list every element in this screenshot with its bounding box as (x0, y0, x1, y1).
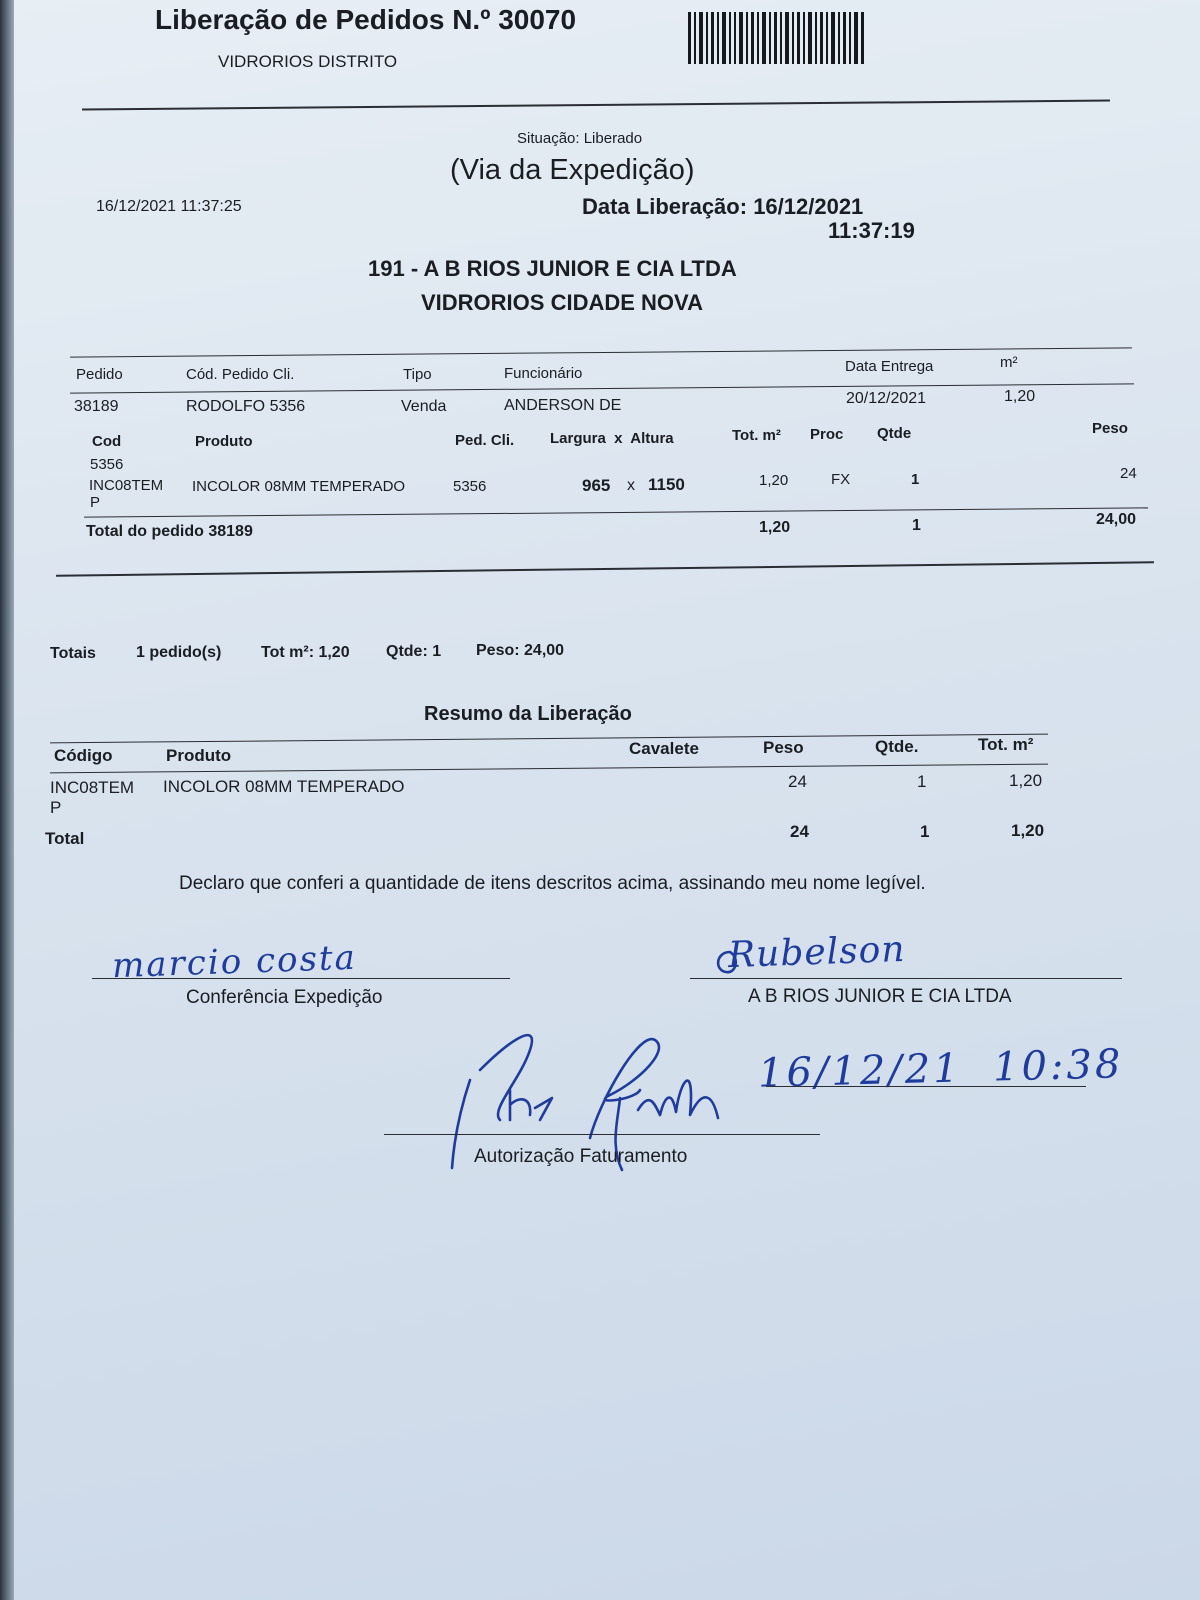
item-ped-cli: 5356 (453, 478, 487, 495)
item-tot-m2: 1,20 (759, 472, 789, 489)
item-proc: FX (831, 471, 851, 488)
item-cod-line1: 5356 (90, 456, 124, 473)
value-cod-pedido-cli: RODOLFO 5356 (186, 398, 306, 415)
value-tipo: Venda (401, 398, 447, 415)
order-total-label: Total do pedido 38189 (86, 523, 253, 540)
order-header-line (70, 383, 1134, 393)
declaration-text: Declaro que conferi a quantidade de itens descritos acima, assinando meu nome legível. (179, 873, 926, 894)
conferencia-label: Conferência Expedição (186, 987, 383, 1008)
value-funcionario: ANDERSON DE (504, 397, 622, 414)
value-pedido: 38189 (74, 398, 119, 415)
resumo-header-produto: Produto (166, 746, 232, 765)
print-datetime: 16/12/2021 11:37:25 (96, 198, 242, 215)
totals-qtde: Qtde: 1 (386, 643, 442, 660)
items-header-ped-cli: Ped. Cli. (455, 432, 515, 449)
resumo-total-label: Total (45, 829, 85, 848)
resumo-header-qtde: Qtde. (875, 737, 919, 756)
items-header-produto: Produto (195, 433, 253, 450)
value-data-entrega: 20/12/2021 (846, 390, 927, 407)
order-total-qtde: 1 (912, 517, 921, 534)
resumo-header-peso: Peso (763, 738, 804, 757)
client-handwriting: Rubelson (727, 928, 907, 977)
header-divider (82, 100, 1110, 111)
resumo-header-cavalete: Cavalete (629, 739, 699, 758)
label-data-entrega: Data Entrega (845, 358, 934, 375)
date-handwriting: 16/12/21 10:38 (757, 1041, 1124, 1097)
item-largura: 965 (582, 476, 611, 495)
order-top-line (70, 347, 1132, 357)
items-header-peso: Peso (1092, 420, 1128, 437)
item-altura: 1150 (648, 475, 685, 494)
item-peso: 24 (1120, 465, 1137, 482)
data-liberacao-date: 16/12/2021 (753, 194, 864, 219)
order-total-line (84, 507, 1148, 517)
items-header-proc: Proc (810, 426, 844, 443)
label-tipo: Tipo (403, 366, 432, 383)
items-header-cod: Cod (92, 433, 122, 450)
resumo-row-tot-m2: 1,20 (1009, 771, 1043, 790)
client-label: A B RIOS JUNIOR E CIA LTDA (748, 986, 1012, 1007)
order-total-peso: 24,00 (1096, 511, 1137, 528)
conferencia-handwriting: marcio costa (111, 937, 358, 987)
resumo-total-tot-m2: 1,20 (1011, 821, 1045, 840)
situacao-text: Situação: Liberado (517, 130, 643, 147)
resumo-total-peso: 24 (790, 822, 809, 841)
items-header-largura-altura: Largura x Altura (550, 430, 674, 447)
items-header-tot-m2: Tot. m² (732, 427, 781, 444)
photo-edge (0, 0, 14, 1600)
label-pedido: Pedido (76, 366, 123, 383)
conferencia-signature-line (92, 978, 510, 979)
resumo-header-codigo: Código (54, 746, 113, 765)
resumo-row-codigo-line2: P (50, 798, 62, 817)
item-qtde: 1 (911, 471, 920, 488)
order-section-end-line (56, 561, 1154, 576)
document-title: Liberação de Pedidos N.º 30070 (155, 4, 577, 35)
autorizacao-signature-line (384, 1134, 820, 1135)
client-unit: VIDRORIOS CIDADE NOVA (421, 290, 703, 315)
label-m2: m² (1000, 354, 1018, 371)
totals-pedidos: 1 pedido(s) (136, 644, 222, 661)
client-name: 191 - A B RIOS JUNIOR E CIA LTDA (368, 256, 737, 281)
client-signature-line (690, 978, 1122, 979)
date-underline (766, 1086, 1086, 1087)
document-subtitle: VIDRORIOS DISTRITO (218, 52, 398, 71)
data-liberacao-label: Data Liberação: (582, 194, 748, 219)
resumo-header-tot-m2: Tot. m² (978, 735, 1034, 754)
autorizacao-label: Autorização Faturamento (474, 1146, 688, 1167)
resumo-row-peso: 24 (788, 772, 807, 791)
barcode-image (688, 12, 866, 64)
value-m2: 1,20 (1004, 388, 1036, 405)
item-cod-line2: INC08TEM (89, 477, 164, 494)
resumo-title: Resumo da Liberação (424, 703, 632, 725)
totals-tot-m2: Tot m²: 1,20 (261, 644, 350, 661)
resumo-row-codigo-line1: INC08TEM (50, 778, 135, 797)
items-header-qtde: Qtde (877, 425, 912, 442)
item-produto: INCOLOR 08MM TEMPERADO (192, 478, 406, 495)
label-cod-pedido-cli: Cód. Pedido Cli. (186, 366, 295, 383)
label-funcionario: Funcionário (504, 365, 583, 382)
totals-peso: Peso: 24,00 (476, 642, 565, 659)
item-cod-line3: P (90, 494, 101, 511)
resumo-row-produto: INCOLOR 08MM TEMPERADO (163, 777, 405, 796)
data-liberacao (582, 194, 863, 220)
resumo-total-qtde: 1 (920, 822, 930, 841)
totals-label: Totais (50, 645, 96, 662)
order-total-tot-m2: 1,20 (759, 519, 791, 536)
item-x: x (627, 477, 635, 494)
data-liberacao-time: 11:37:19 (828, 218, 915, 243)
client-signature-loop (710, 948, 750, 978)
resumo-row-qtde: 1 (917, 772, 927, 791)
via-title: (Via da Expedição) (450, 154, 695, 186)
